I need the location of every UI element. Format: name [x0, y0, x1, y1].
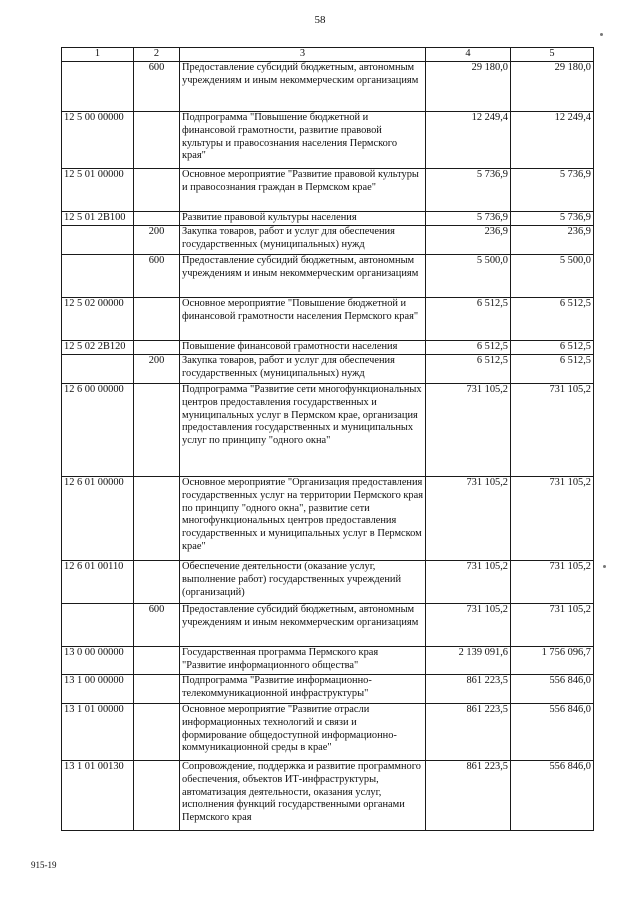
- expense-type-cell: [134, 761, 180, 831]
- item-name-cell: Подпрограмма "Развитие сети многофункциональных центров предоставления государственных и муниципальных услуг в Пермском крае, организация предоставления государственных и муниципальных услуг по принципу "одного окна": [180, 384, 426, 477]
- amount-col5-cell: 731 105,2: [511, 604, 594, 647]
- table-row: [62, 226, 594, 255]
- budget-code-cell: 13 0 00 00000: [62, 647, 134, 675]
- budget-code-cell: 12 5 01 00000: [62, 169, 134, 212]
- amount-col5-cell: 6 512,5: [511, 341, 594, 355]
- item-name-cell: Повышение финансовой грамотности населения: [180, 341, 426, 355]
- amount-col4-cell: 5 500,0: [426, 255, 511, 298]
- budget-code-cell: [62, 355, 134, 384]
- amount-col4-cell: 12 249,4: [426, 112, 511, 169]
- expense-type-cell: [134, 341, 180, 355]
- amount-col4-cell: 6 512,5: [426, 355, 511, 384]
- item-name-cell: Развитие правовой культуры населения: [180, 212, 426, 226]
- table-row: [62, 62, 594, 112]
- amount-col4-cell: 731 105,2: [426, 604, 511, 647]
- expense-type-cell: 600: [134, 255, 180, 298]
- budget-code-cell: [62, 62, 134, 112]
- budget-code-cell: [62, 604, 134, 647]
- item-name-cell: Основное мероприятие "Организация предоставления государственных услуг на территории Пермского края по принципу "одного окна", развитие сети многофункциональных центров предоставления государственных и муниципальных услуг в Пермском крае": [180, 477, 426, 561]
- amount-col5-cell: 556 846,0: [511, 675, 594, 704]
- column-header-2: 2: [134, 48, 180, 62]
- column-header-5: 5: [511, 48, 594, 62]
- table-row: [62, 212, 594, 226]
- item-name-cell: Основное мероприятие "Развитие отрасли информационных технологий и связи и формирование общедоступной информационно-коммуникационной среды в крае": [180, 704, 426, 761]
- table-row: [62, 704, 594, 761]
- item-name-cell: Основное мероприятие "Повышение бюджетной и финансовой грамотности населения Пермского края": [180, 298, 426, 341]
- amount-col4-cell: 731 105,2: [426, 561, 511, 604]
- item-name-cell: Предоставление субсидий бюджетным, автономным учреждениям и иным некоммерческим организациям: [180, 604, 426, 647]
- budget-code-cell: 12 5 02 00000: [62, 298, 134, 341]
- amount-col5-cell: 12 249,4: [511, 112, 594, 169]
- table-header-row: [62, 48, 594, 62]
- expense-type-cell: [134, 704, 180, 761]
- expense-type-cell: [134, 298, 180, 341]
- amount-col5-cell: 556 846,0: [511, 704, 594, 761]
- amount-col4-cell: 5 736,9: [426, 169, 511, 212]
- table-row: [62, 112, 594, 169]
- amount-col4-cell: 731 105,2: [426, 477, 511, 561]
- table-row: [62, 298, 594, 341]
- item-name-cell: Предоставление субсидий бюджетным, автономным учреждениям и иным некоммерческим организациям: [180, 255, 426, 298]
- amount-col5-cell: 236,9: [511, 226, 594, 255]
- expense-type-cell: 200: [134, 355, 180, 384]
- table-row: [62, 675, 594, 704]
- table-row: [62, 255, 594, 298]
- amount-col5-cell: 6 512,5: [511, 298, 594, 341]
- expense-type-cell: [134, 212, 180, 226]
- amount-col4-cell: 6 512,5: [426, 341, 511, 355]
- item-name-cell: Подпрограмма "Развитие информационно-телекоммуникационной инфраструктуры": [180, 675, 426, 704]
- item-name-cell: Государственная программа Пермского края "Развитие информационного общества": [180, 647, 426, 675]
- column-header-4: 4: [426, 48, 511, 62]
- column-header-1: 1: [62, 48, 134, 62]
- item-name-cell: Подпрограмма "Повышение бюджетной и финансовой грамотности, развитие правовой культуры и правосознания населения Пермского края": [180, 112, 426, 169]
- page-number: 58: [314, 14, 326, 26]
- amount-col4-cell: 861 223,5: [426, 675, 511, 704]
- amount-col4-cell: 236,9: [426, 226, 511, 255]
- budget-code-cell: 12 6 01 00110: [62, 561, 134, 604]
- expense-type-cell: [134, 647, 180, 675]
- budget-table: [61, 47, 594, 831]
- table-row: [62, 384, 594, 477]
- budget-code-cell: 13 1 01 00000: [62, 704, 134, 761]
- document-code: 915-19: [31, 860, 57, 870]
- budget-code-cell: 12 6 00 00000: [62, 384, 134, 477]
- table-row: [62, 561, 594, 604]
- scan-speck: [600, 33, 603, 36]
- amount-col4-cell: 29 180,0: [426, 62, 511, 112]
- amount-col5-cell: 5 500,0: [511, 255, 594, 298]
- amount-col5-cell: 556 846,0: [511, 761, 594, 831]
- budget-code-cell: 12 5 01 2В100: [62, 212, 134, 226]
- scan-speck: [603, 565, 606, 568]
- expense-type-cell: [134, 169, 180, 212]
- amount-col5-cell: 5 736,9: [511, 212, 594, 226]
- expense-type-cell: [134, 477, 180, 561]
- expense-type-cell: 600: [134, 604, 180, 647]
- expense-type-cell: [134, 561, 180, 604]
- table-row: [62, 341, 594, 355]
- amount-col5-cell: 29 180,0: [511, 62, 594, 112]
- amount-col4-cell: 5 736,9: [426, 212, 511, 226]
- expense-type-cell: 600: [134, 62, 180, 112]
- table-row: [62, 647, 594, 675]
- amount-col5-cell: 6 512,5: [511, 355, 594, 384]
- column-header-3: 3: [180, 48, 426, 62]
- amount-col5-cell: 731 105,2: [511, 477, 594, 561]
- amount-col4-cell: 731 105,2: [426, 384, 511, 477]
- table-row: [62, 761, 594, 831]
- amount-col5-cell: 731 105,2: [511, 384, 594, 477]
- amount-col5-cell: 731 105,2: [511, 561, 594, 604]
- item-name-cell: Закупка товаров, работ и услуг для обеспечения государственных (муниципальных) нужд: [180, 355, 426, 384]
- amount-col4-cell: 6 512,5: [426, 298, 511, 341]
- amount-col4-cell: 861 223,5: [426, 704, 511, 761]
- item-name-cell: Закупка товаров, работ и услуг для обеспечения государственных (муниципальных) нужд: [180, 226, 426, 255]
- budget-code-cell: 12 6 01 00000: [62, 477, 134, 561]
- budget-code-cell: 13 1 00 00000: [62, 675, 134, 704]
- expense-type-cell: 200: [134, 226, 180, 255]
- item-name-cell: Предоставление субсидий бюджетным, автономным учреждениям и иным некоммерческим организациям: [180, 62, 426, 112]
- item-name-cell: Основное мероприятие "Развитие правовой культуры и правосознания граждан в Пермском крае": [180, 169, 426, 212]
- amount-col4-cell: 861 223,5: [426, 761, 511, 831]
- amount-col5-cell: 1 756 096,7: [511, 647, 594, 675]
- budget-code-cell: [62, 226, 134, 255]
- amount-col5-cell: 5 736,9: [511, 169, 594, 212]
- budget-code-cell: [62, 255, 134, 298]
- budget-code-cell: 12 5 02 2В120: [62, 341, 134, 355]
- expense-type-cell: [134, 384, 180, 477]
- amount-col4-cell: 2 139 091,6: [426, 647, 511, 675]
- expense-type-cell: [134, 112, 180, 169]
- table-row: [62, 477, 594, 561]
- table-row: [62, 604, 594, 647]
- table-row: [62, 355, 594, 384]
- table-row: [62, 169, 594, 212]
- item-name-cell: Сопровождение, поддержка и развитие программного обеспечения, объектов ИТ-инфраструктуры, автоматизация деятельности, оказания услуг, исполнения функций государственными органами Пермского края: [180, 761, 426, 831]
- expense-type-cell: [134, 675, 180, 704]
- item-name-cell: Обеспечение деятельности (оказание услуг, выполнение работ) государственных учреждений (организаций): [180, 561, 426, 604]
- budget-code-cell: 12 5 00 00000: [62, 112, 134, 169]
- budget-code-cell: 13 1 01 00130: [62, 761, 134, 831]
